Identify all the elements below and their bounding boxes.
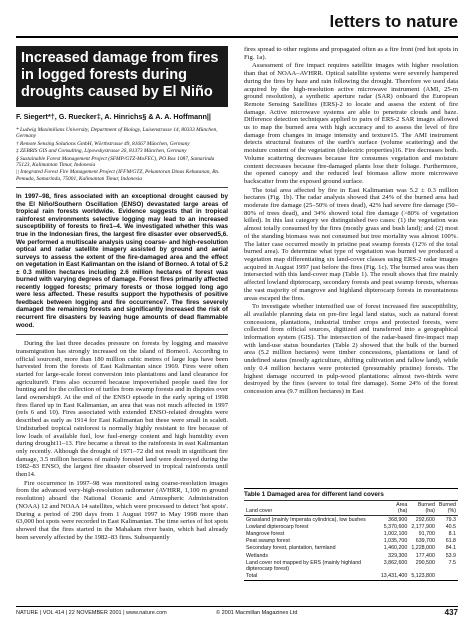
table-cell: 1,228,000: [411, 545, 435, 552]
affiliation: † Remote Sensing Solutions GmbH, Wörthstrasse 49, 81667 München, Germany: [16, 140, 190, 147]
table-cell: 177,400: [415, 552, 435, 559]
body-paragraph: fires spread to other regions and propagated often as a fire front (red hot spots in Fig. 1a).: [244, 46, 458, 61]
table-cell: Peat swamp forest: [246, 538, 290, 545]
affiliation: || Integrated Forest Fire Management Project (IFFM/GTZ, Pekantoran Dinas Kehutanan, Bn. Pemuda, Samarinda, 75001, Kalimantan Timur, Indonesia: [16, 169, 220, 182]
data-table: [244, 501, 458, 581]
table-cell: Mangrove forest: [246, 530, 285, 537]
table-cell: 7.5: [448, 559, 456, 566]
table-cell: Secondary forest, plantation, farmland: [246, 545, 336, 552]
table-cell: 8.1: [448, 530, 456, 537]
table-cell: [437, 572, 458, 580]
body-paragraph: Fire occurrence in 1997–98 was monitored using coarse-resolution images from the advanced very-high-resolution radiometer (AVHRR, 1,100 m ground resolution) aboard the National Oceanic and Atmospheric Administration (NOAA) 12 and NOAA 14 satellites, which were processed to detect 'hot spots'. During a period of 290 days from 1 August 1997 to May 1998 more than 63,000 hot spots were recorded in East Kalimantan. The time series of hot spots showed that the fires started in the Mahakam river basin, which had already been severely affected by the 1982–83 fires. Subsequently: [16, 479, 228, 541]
table-cell: Lowland dipterocarp forest: [246, 523, 309, 530]
table-cell: 3,862,600: [383, 559, 408, 566]
affiliation: * Ludwig Maximilians University, Department of Biology, Luisenstrasse 14, 80333 München, Germany: [16, 127, 218, 140]
table-cell: Land cover not mapped by ERS (mainly highland dipterocarp forest): [246, 559, 362, 572]
table-cell: 290,500: [415, 559, 435, 566]
table-cell: 13,431,400: [380, 572, 408, 579]
body-paragraph: The total area affected by fire in East Kalimantan was 5.2 ± 0.3 million hectares (Fig. 1b). The radar analysis showed that 24% of the burned area had moderate fire damage (25–50% of trees dead), 42% had severe fire damage (50–80% of trees dead), and 34% showed total fire damage (>80% of vegetation killed). In this last category we distinguished two cases: (1) the vegetation was almost totally consumed by the fires (mostly grass and bush land); and (2) most of the standing biomass was not consumed but tree mortality was almost 100%. The latter case occurred mostly in pristine peat swamp forests (12% of the total burned area). To determine what type of vegetation was burned we produced a vegetation map differentiating six land-cover classes using ERS-2 radar images acquired in August 1997 just before the fires (Fig. 1c). The burned area was then intersected with this land-cover map (Table 1). The result shows that fire mainly affected lowland dipterocarp, secondary forests and peat swamp forests, whereas the vast majority of mangrove and highland dipterocarp forests in mountainous areas escaped the fires.: [244, 186, 458, 302]
table-title: Table 1 Damaged area for different land covers: [244, 488, 458, 501]
author-list: F. Siegert*†, G. Ruecker‡, A. Hinrichs§ & A. A. Hoffmann||: [16, 112, 211, 121]
page-number: 437: [444, 608, 458, 617]
section-title: letters to nature: [329, 12, 458, 31]
affiliation: § Sustainable Forest Management Project (SFMP/GTZ-MoFEC), PO Box 1087, Samarinda 75123, Kalimantan Timur, Indonesia: [16, 155, 215, 169]
table-cell: 84.1: [445, 545, 456, 552]
copyright-line: [216, 610, 297, 616]
table-row: [244, 538, 458, 545]
journal-header: [16, 10, 458, 38]
right-column: [244, 46, 458, 396]
body-paragraph: To investigate whether intensified use of forest increased fire susceptibility, all available planning data on pre-fire legal land status, such as natural forest concessions, plantations, industrial timber crops and protected forests, were collected from official sources, digitized and transferred into a geographical information system (GIS). The intersection of the radar-based fire-impact map with land-use status boundaries (Table 2) showed that the bulk of the burned area (5.2 million hectares) were timber concessions, plantations or land of undefined status (mostly agriculture, shifting cultivation and fallow land), while only 0.4 million hectares were protected (presumably pristine) forests. The highest damage occurred in pulp-wood plantations: almost two-thirds were destroyed by the fires (severe to total fire damage). Some 24% of the forest concession area (9.7 million hectares) in East: [244, 303, 458, 395]
table-cell: 61.8: [445, 538, 456, 545]
body-paragraph: Assessment of fire impact requires satellite images with higher resolution than that of NOAA–AVHRR. Optical satellite systems were severely hampered during the fires by haze and rain following the drought. Therefore we used data acquired by the high-resolution active microwave instrument (AMI, 25-m ground resolution), a synthetic aperture radar (SAR) onboard the European Remote Sensing Satellites (ERS)-2 to locate and assess the extent of fire damage. Active microwave systems are able to penetrate clouds and haze. Difference detection techniques applied to pairs of ERS-2 SAR images allowed us to map the burned area with high accuracy and to assess the level of fire damage from changes in image intensity and texture15. The AMI instrument detects structural features of the earth's surface (volume scattering) and the moisture content of the vegetation (dielectric properties)16. Fire decreases both. Volume scattering decreases because fire consumes vegetation and moisture content decreases because fire-damaged plants lose their foliage. Furthermore, the opened canopy and the reduced leaf biomass allow more microwave backscatter from the exposed ground surface.: [244, 62, 458, 185]
page-footer: [16, 606, 458, 617]
table-row: [244, 530, 458, 537]
table-cell: 5,370,600: [383, 523, 408, 530]
table-cell: 1,460,200: [383, 545, 408, 552]
left-column: [16, 46, 228, 541]
column-header: Burned (%): [438, 502, 456, 514]
table-cell: Grassland (mainly Imperata cylindrica), low bushes: [246, 516, 366, 523]
article-title: Increased damage from fires in logged forests during droughts caused by El Niño: [16, 46, 228, 107]
affiliation: ‡ ZEBRIS GIS and Consulting, Lipowskystrasse 26, 81373 München, Germany: [16, 148, 187, 155]
table-cell: 79.3: [445, 516, 456, 523]
table-row: [244, 516, 458, 524]
table-cell: 329,300: [388, 552, 408, 559]
table-row: [244, 552, 458, 559]
divider: [16, 334, 228, 335]
table-cell: 5,123,800: [411, 572, 435, 579]
copyright-text: © 2001 Macmillan Magazines Ltd: [216, 610, 298, 616]
table-cell: 2,177,900: [411, 523, 435, 530]
table-cell: 1,035,700: [383, 538, 408, 545]
table-row: [244, 559, 458, 572]
table-cell: 368,900: [388, 516, 408, 523]
table-row: [244, 523, 458, 530]
table-row: [244, 572, 458, 580]
body-paragraph: During the last three decades pressure on forests by logging and massive transmigration has strongly increased on the island of Borneo1. According to official sources8, more than 180 million cubic metres of large logs have been harvested from the forests of East Kalimantan since 1969. Fires were often started for large-scale forest conversion into plantations and land clearance for agriculture9. Fires also occurred because impoverished people used fire for hunting and for the collection of turtles from swamp forests and in disputes over land ownership9. At the end of the ENSO episode in the early spring of 1998 fires flared up in East Kalimantan, an area that was not much affected in 1997 (refs 6 and 10). Fires associated with extended ENSO-related droughts were described as early as 1914 for East Kalimantan but these were small in scale8. Undisturbed tropical rainforest is normally highly resistant to fire because of low loads of available fuel, low fuel-energy content and high humidity even during drought11–13. Fire became a threat to the rainforests in east Kalimantan only recently. Although the drought of 1971–72 did not result in significant fire damage, 3.5 million hectares of mainly forested land were destroyed during the 1982–83 ENSO, the largest fire disaster observed in tropical rainforests until then14.: [16, 340, 228, 479]
table-cell: 639,700: [415, 538, 435, 545]
table-row: [244, 545, 458, 552]
table-cell: 53.9: [445, 552, 456, 559]
table-cell: 91,700: [418, 530, 435, 537]
table-cell: 292,600: [415, 516, 435, 523]
table-cell: 1,002,100: [383, 530, 408, 537]
column-header: Area (ha): [379, 501, 410, 516]
table-header-row: [244, 501, 458, 516]
table-cell: 40.5: [445, 523, 456, 530]
affiliations: [16, 127, 228, 182]
land-cover-table: [244, 488, 458, 581]
table-cell: Total: [244, 572, 379, 580]
column-header: Land cover: [244, 501, 379, 516]
divider: [16, 187, 228, 188]
column-header: Burned (ha): [409, 501, 437, 516]
abstract: In 1997–98, fires associated with an exceptional drought caused by the El Niño/Southern Oscillation (ENSO) devastated large areas of tropical rain forests worldwide. Evidence suggests that in tropical rainforest environments selective logging may lead to an increased susceptibility of forests to fire1–4. We investigated whether this was true in the Indonesian fires, the largest fire disaster ever observed5,6. We performed a multiscale analysis using coarse- and high-resolution optical and radar satellite imagery assisted by ground and aerial surveys to assess the extent of the fire-damaged area and the effect on vegetation in East Kalimantan on the island of Borneo. A total of 5.2 ± 0.3 million hectares including 2.6 million hectares of forest was burned with varying degrees of damage. Forest fires primarily affected recently logged forests; primary forests or those logged long ago were less affected. These results support the hypothesis of positive feedback between logging and fire occurrence7. The fires severely damaged the remaining forests and significantly increased the risk of recurrent fire disasters by leaving huge amounts of dead flammable wood.: [16, 193, 228, 329]
table-cell: Wetlands: [246, 552, 268, 559]
citation-line: NATURE | VOL 414 | 22 NOVEMBER 2001 | www.nature.com: [16, 610, 167, 616]
